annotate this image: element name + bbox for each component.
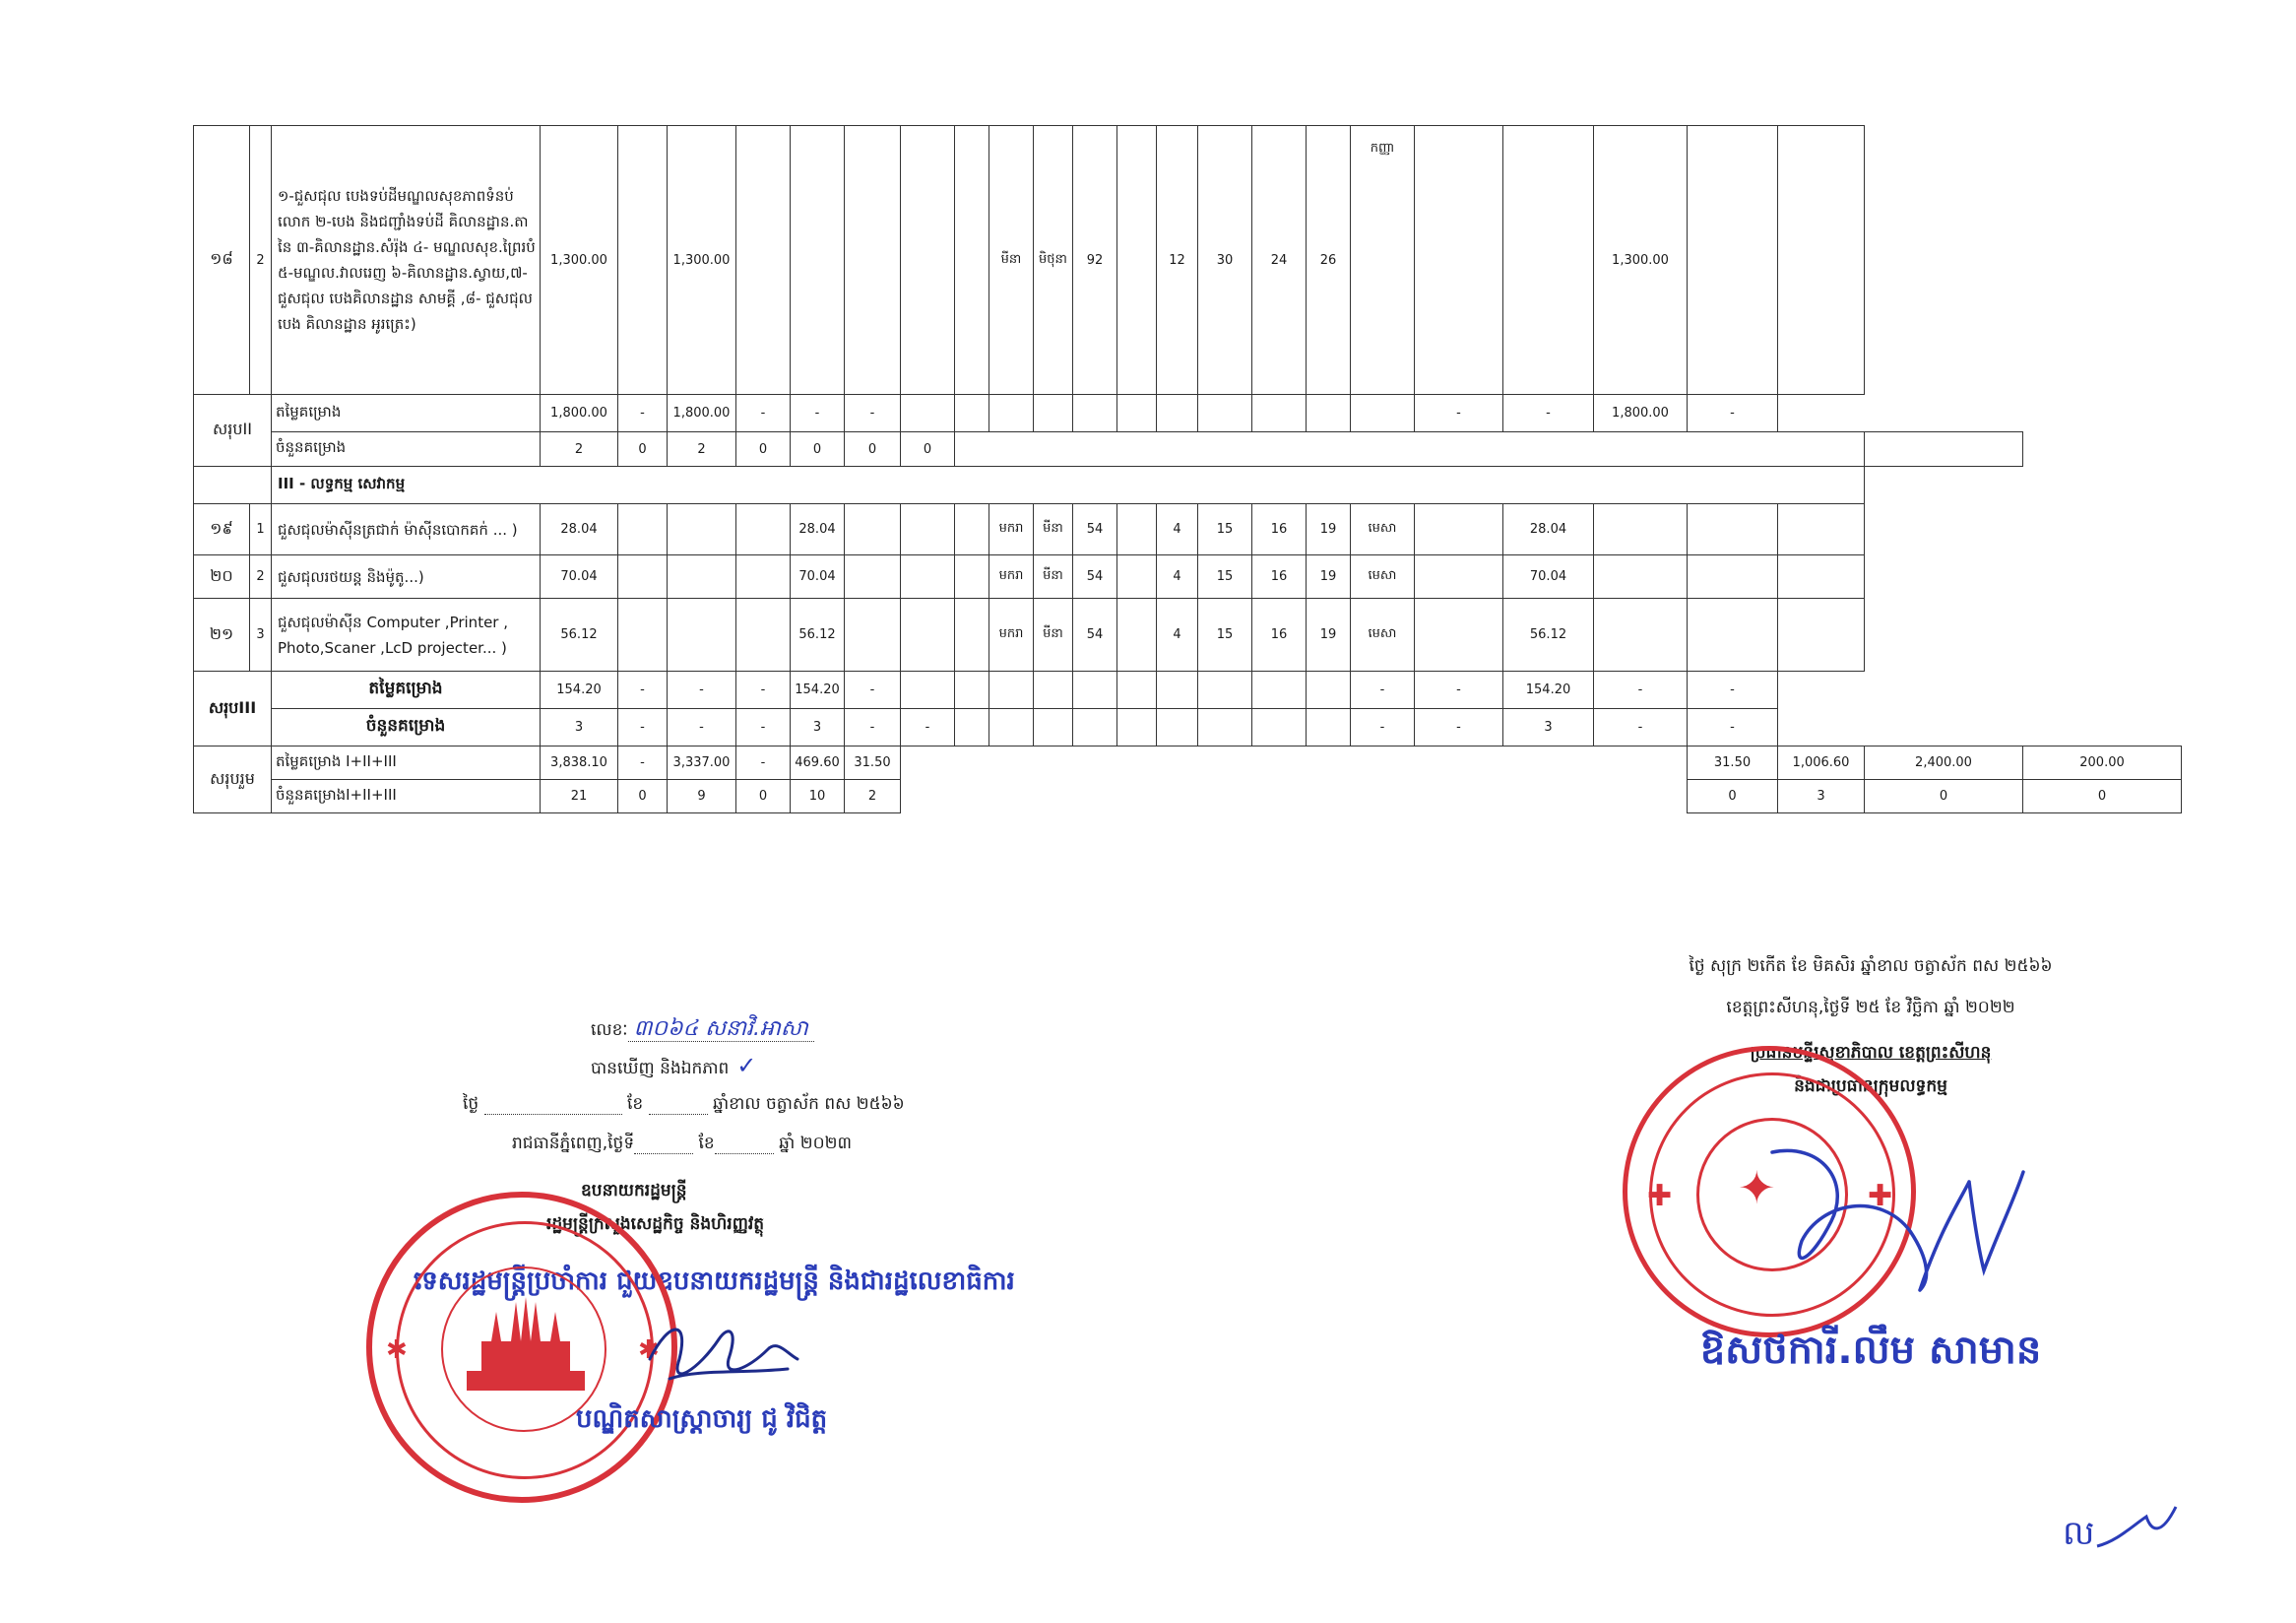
ministry-title: រដ្ឋមន្ត្រីក្រសួងសេដ្ឋកិច្ច និងហិរញ្ញវត្ថុ: [546, 1214, 765, 1234]
cell-funding: 1,300.00: [1594, 126, 1688, 395]
signer-title: ប្រធានមន្ទីរសុខាភិបាល ខេត្តព្រះសីហនុ: [1750, 1043, 1992, 1063]
left-place-date: រាជធានីភ្នំពេញ,ថ្ងៃទី ខែ ឆ្នាំ ២០២៣: [512, 1134, 852, 1153]
row-number: ១៨: [194, 126, 250, 395]
table-row: ១៨ 2 ១-ជួសជុល បេងទប់ដីមណ្ឌលសុខភាពទំនប់លោក ២-បេង និងជញ្ជាំងទប់ដី គិលានដ្ឋាន.តានៃ ៣-គិលានដ្ឋាន.សំរ៉ុង ៤- មណ្ឌលសុខ.ព្រៃរបំ ៥-មណ្ឌល.វាលរេញ ៦-គិលានដ្ឋាន.ស្វាយ,៧-ជួសជុល បេងគិលានដ្ឋាន សាមគ្គី ,៨- ជួសជុល បេង គិលានដ្ឋាន អូរត្រេះ) 1,300.00 1,300.00 មីនា មិថុនា 92 12 30 24 26 កញ្ញា 1,300.00: [194, 126, 2182, 395]
section-row: [194, 467, 2182, 504]
cell-month-end: មិថុនា: [1034, 126, 1073, 395]
deputy-title: ឧបនាយករដ្ឋមន្ត្រី: [581, 1181, 687, 1201]
lunar-date: ថ្ងៃ សុក្រ ២កើត ខែ មិគសិរ ឆ្នាំខាល ចត្វាស័ក ពស ២៥៦៦: [1689, 956, 2053, 976]
ministry-seal: ✱ ✱: [366, 1192, 677, 1503]
corner-stroke: [2092, 1497, 2181, 1556]
cell-month-finish: កញ្ញា: [1351, 126, 1415, 395]
left-lunar-date: ថ្ងៃ ខែ ឆ្នាំខាល ចត្វាស័ក ពស ២៥៦៦: [463, 1094, 905, 1114]
cell-month-start: មីនា: [989, 126, 1034, 395]
signer-name: ឱសថការី.លឹម សាមាន: [1699, 1328, 2042, 1373]
health-department-seal: ✦ ✚ ✚: [1623, 1046, 1916, 1337]
place-date: ខេត្តព្រះសីហនុ,ថ្ងៃទី ២៥ ខែ វិច្ឆិកា ឆ្នាំ ២០២២: [1726, 998, 2015, 1017]
signer-left-name: បណ្ឌិតសាស្ត្រាចារ្យ ជូ វិជិត្ត: [576, 1404, 828, 1434]
approval-line: បានឃើញ និងឯកភាព ✓: [591, 1052, 757, 1079]
subtotal-row: សរុបII តម្លៃគម្រោង 1,800.00 - 1,800.00 - - - - - 1,800.00 -: [194, 395, 2182, 432]
page-mark: ល: [2063, 1514, 2095, 1553]
secretary-role: ទេសរដ្ឋមន្ត្រីប្រចាំការ ជួយឧបនាយករដ្ឋមន្ត្រី និងជារដ្ឋលេខាធិការ: [414, 1266, 1015, 1296]
table-row: ១៩ 1 ជួសជុលម៉ាស៊ីនត្រជាក់ ម៉ាស៊ីនបោកគក់ ... ) 28.04 28.04 មករា មីនា 54 4 15 16 19 មេសា 28.04: [194, 504, 2182, 555]
procurement-plan-table: [193, 125, 2182, 813]
reference-line: លេខៈ ៣០៦៤ សនាវិ.អាសា: [591, 1014, 1103, 1046]
reference-number: ៣០៦៤ សនាវិ.អាសា: [628, 1016, 814, 1042]
table-row: ២០ 2 ជួសជុលរថយន្ត និងម៉ូតូ...) 70.04 70.04 មករា មីនា 54 4 15 16 19 មេសា 70.04: [194, 555, 2182, 599]
row-description: ជួសជុលម៉ាស៊ីន Computer ,Printer , Photo,Scaner ,LcD projecter... ): [272, 599, 541, 672]
row-description: ជួសជុលម៉ាស៊ីនត្រជាក់ ម៉ាស៊ីនបោកគក់ ... ): [272, 504, 541, 555]
row-description: ជួសជុលរថយន្ត និងម៉ូតូ...): [272, 555, 541, 599]
subtotal-row: ចំនួនគម្រោង 3 - - - 3 - - - - 3 - -: [194, 709, 2182, 747]
table-row: ២១ 3 ជួសជុលម៉ាស៊ីន Computer ,Printer , Photo,Scaner ,LcD projecter... ) 56.12 56.12 មករា មីនា 54 4 15 16 19 មេសា 56.12: [194, 599, 2182, 672]
subtotal-label: សរុបII: [194, 395, 272, 467]
grand-total-row: ចំនួនគម្រោងI+II+III 21 0 9 0 10 2 0 3 0 0: [194, 780, 2182, 813]
section-title: III - លទ្ធកម្ម សេវាកម្ម: [272, 467, 1865, 504]
cell-total: 1,300.00: [541, 126, 618, 395]
row-sub-number: 2: [250, 126, 272, 395]
temple-emblem-icon: [457, 1292, 595, 1400]
price-label: តម្លៃគម្រោង: [272, 395, 541, 432]
signer-subtitle: និងជាប្រធានក្រុមលទ្ធកម្ម: [1794, 1076, 1947, 1096]
cell-days: 92: [1073, 126, 1117, 395]
seal-emblem-icon: ✦: [1738, 1161, 1776, 1214]
cell-amount: 1,300.00: [668, 126, 736, 395]
signature-left: [640, 1300, 807, 1408]
subtotal-label: សរុបIII: [194, 672, 272, 747]
grand-total-label: សរុបរួម: [194, 747, 272, 813]
count-label: ចំនួនគម្រោង: [272, 432, 541, 467]
row-description: ១-ជួសជុល បេងទប់ដីមណ្ឌលសុខភាពទំនប់លោក ២-បេង និងជញ្ជាំងទប់ដី គិលានដ្ឋាន.តានៃ ៣-គិលានដ្ឋាន.សំរ៉ុង ៤- មណ្ឌលសុខ.ព្រៃរបំ ៥-មណ្ឌល.វាលរេញ ៦-គិលានដ្ឋាន.ស្វាយ,៧-ជួសជុល បេងគិលានដ្ឋាន សាមគ្គី ,៨- ជួសជុល បេង គិលានដ្ឋាន អូរត្រេះ): [272, 126, 541, 395]
grand-total-row: សរុបរួម តម្លៃគម្រោង I+II+III 3,838.10 - 3,337.00 - 469.60 31.50 31.50 1,006.60 2,400.00 200.00: [194, 747, 2182, 780]
subtotal-row: ចំនួនគម្រោង 2 0 2 0 0 0 0: [194, 432, 2182, 467]
signature-right: [1733, 1113, 2028, 1310]
subtotal-row: សរុបIII តម្លៃគម្រោង 154.20 - - - 154.20 - - - 154.20 - -: [194, 672, 2182, 709]
